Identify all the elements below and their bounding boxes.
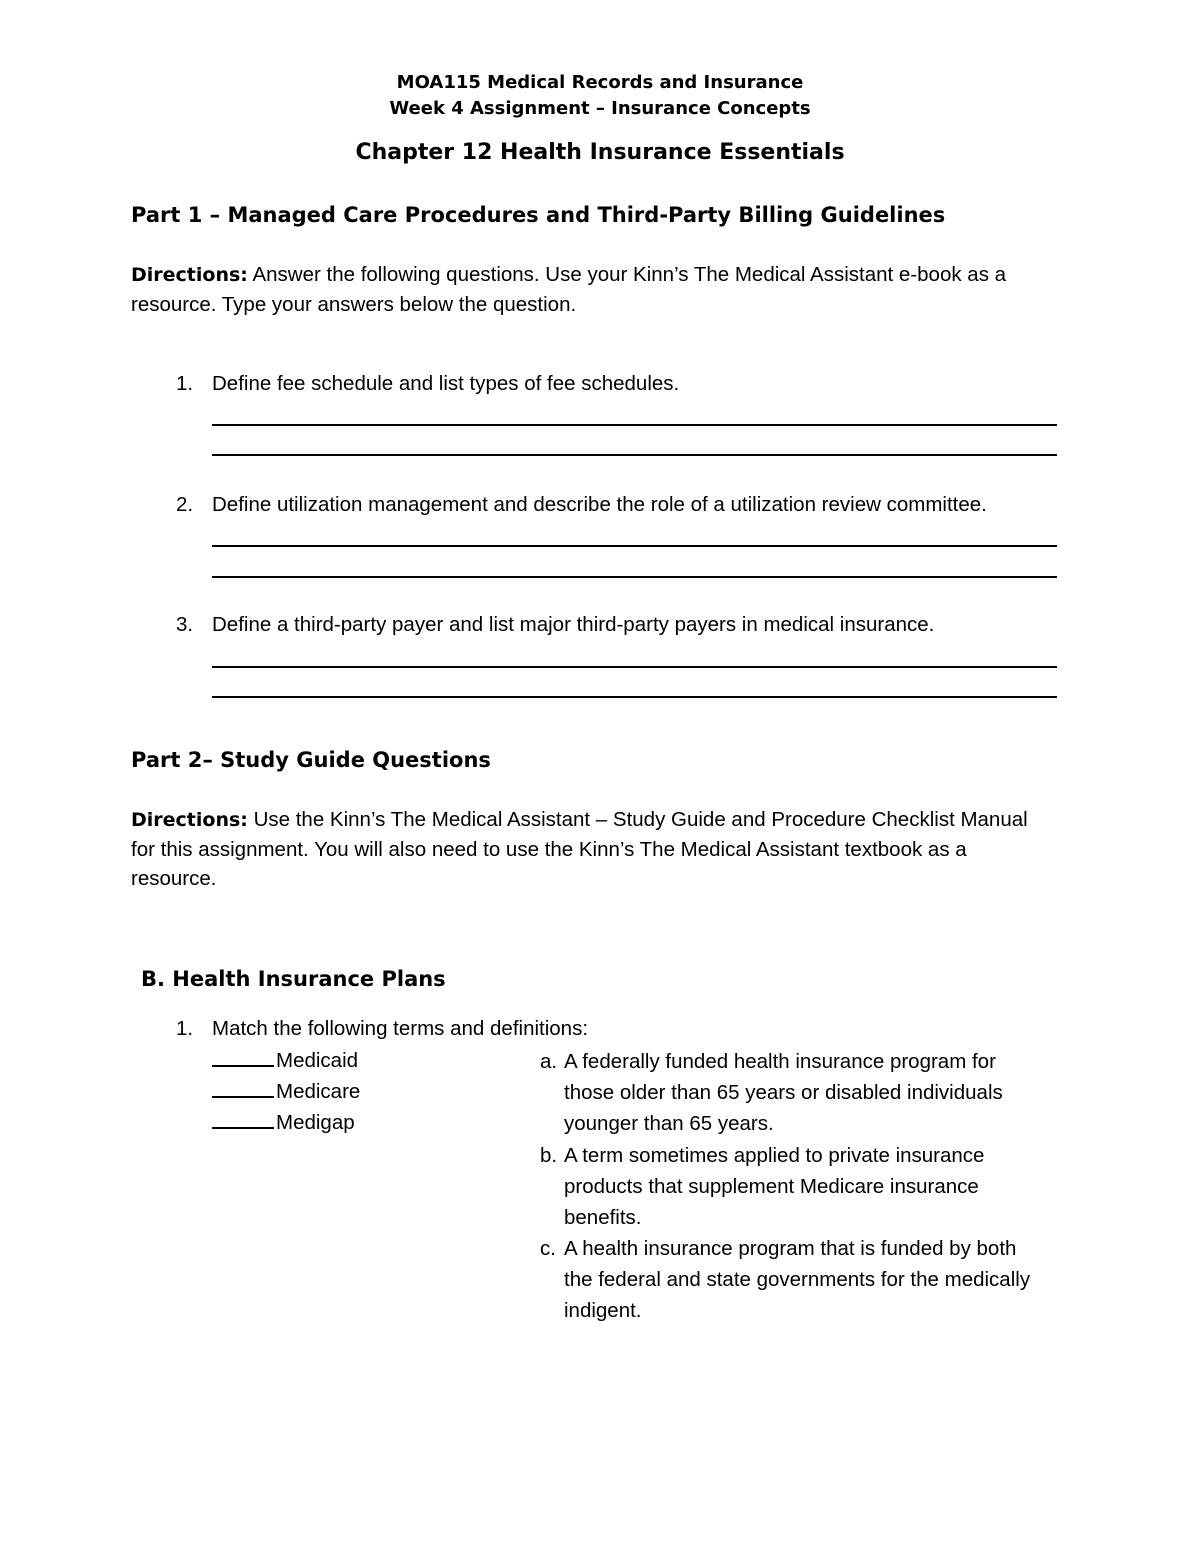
match-question-number: 1. — [176, 1017, 194, 1040]
question-3-number: 3. — [176, 613, 194, 636]
definition-a-letter: a. — [540, 1050, 558, 1073]
term-medigap-blank[interactable] — [212, 1107, 274, 1129]
part1-directions-label: Directions: — [131, 264, 248, 286]
term-medicaid-blank[interactable] — [212, 1045, 274, 1067]
question-3-answer-line-2[interactable] — [212, 696, 1057, 698]
definition-b-letter: b. — [540, 1144, 558, 1167]
course-title: MOA115 Medical Records and Insurance — [396, 72, 804, 93]
term-medicare-label: Medicare — [276, 1080, 361, 1103]
part1-directions-line2: resource. Type your answers below the question. — [131, 293, 577, 316]
definition-c-letter: c. — [540, 1237, 556, 1260]
match-question-text: Match the following terms and definitions: — [212, 1017, 589, 1040]
part2-directions-text: Use the Kinn’s The Medical Assistant – Study Guide and Procedure Checklist Manual — [247, 808, 1028, 831]
question-1-text: Define fee schedule and list types of fee schedules. — [212, 372, 680, 395]
chapter-title: Chapter 12 Health Insurance Essentials — [355, 140, 845, 165]
term-medicare — [212, 1076, 360, 1107]
part2-heading: Part 2– Study Guide Questions — [131, 748, 491, 772]
definition-c-text: A health insurance program that is funded by both the federal and state governments for the medically indigent. — [564, 1237, 1031, 1322]
term-medicaid-label: Medicaid — [276, 1049, 359, 1072]
question-2-answer-line-2[interactable] — [212, 576, 1057, 578]
term-medicare-blank[interactable] — [212, 1076, 274, 1098]
section-b-heading: B. Health Insurance Plans — [141, 967, 446, 991]
part2-directions-line3: resource. — [131, 867, 217, 890]
question-1-answer-line-2[interactable] — [212, 454, 1057, 456]
part2-directions-line1 — [131, 805, 1028, 835]
term-medicaid — [212, 1045, 358, 1076]
definition-b-text: A term sometimes applied to private insurance products that supplement Medicare insurance benefits. — [564, 1144, 985, 1229]
definition-a-text: A federally funded health insurance program for those older than 65 years or disabled individuals younger than 65 years. — [564, 1050, 1003, 1135]
question-2-text: Define utilization management and describe the role of a utilization review committee. — [212, 493, 987, 516]
part2-directions-line2: for this assignment. You will also need to use the Kinn’s The Medical Assistant textbook as a — [131, 838, 967, 861]
part1-directions-text: Answer the following questions. Use your Kinn’s The Medical Assistant e-book as a — [247, 263, 1007, 286]
question-1-answer-line-1[interactable] — [212, 424, 1057, 426]
question-1-number: 1. — [176, 372, 194, 395]
question-2-number: 2. — [176, 493, 194, 516]
question-3-text: Define a third-party payer and list major third-party payers in medical insurance. — [212, 613, 935, 636]
term-medigap — [212, 1107, 355, 1138]
question-2-answer-line-1[interactable] — [212, 545, 1057, 547]
assignment-title: Week 4 Assignment – Insurance Concepts — [389, 98, 811, 119]
part1-heading: Part 1 – Managed Care Procedures and Third-Party Billing Guidelines — [131, 203, 946, 227]
part2-directions-label: Directions: — [131, 809, 248, 831]
term-medigap-label: Medigap — [276, 1111, 355, 1134]
part1-directions-line1 — [131, 260, 1006, 290]
question-3-answer-line-1[interactable] — [212, 666, 1057, 668]
